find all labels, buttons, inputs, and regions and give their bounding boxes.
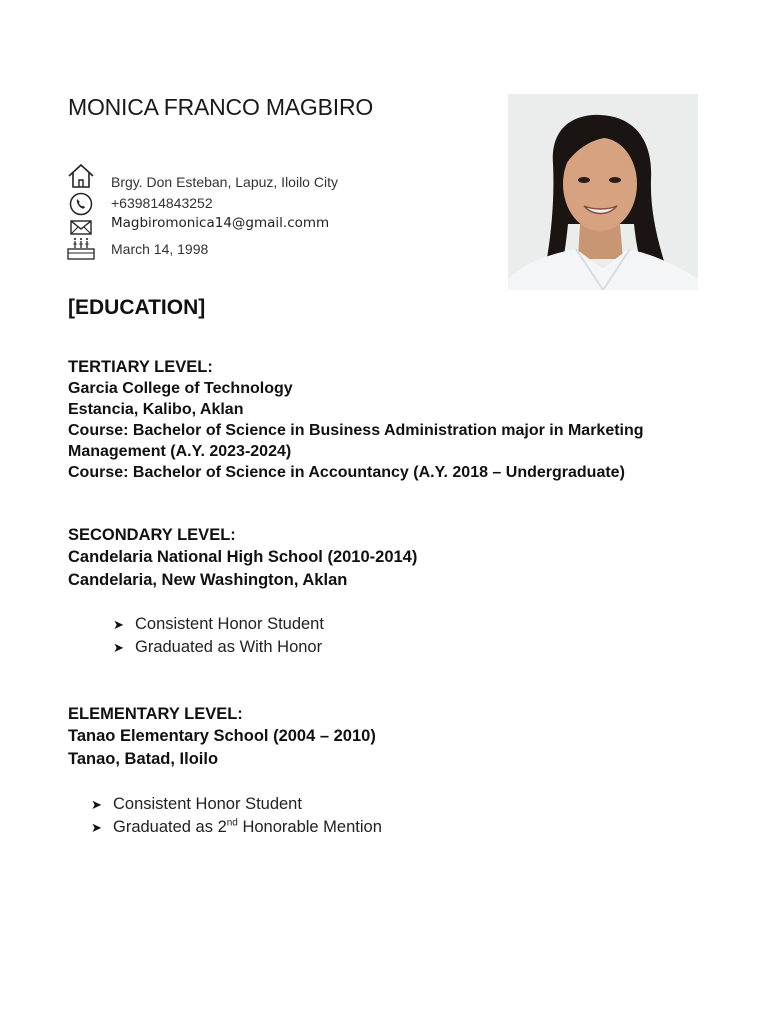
elementary-achievements	[91, 793, 382, 839]
elementary-block	[68, 704, 376, 771]
home-icon	[66, 164, 96, 188]
secondary-block	[68, 525, 417, 592]
phone-text: +639814843252	[111, 195, 213, 211]
education-section-title: [EDUCATION]	[68, 296, 206, 319]
arrow-bullet-icon: ➤	[113, 640, 124, 655]
elementary-level-heading: ELEMENTARY LEVEL:	[68, 705, 243, 723]
profile-photo	[508, 94, 698, 290]
email-text: Magbiromonica14@gmail.comm	[111, 215, 330, 231]
phone-icon	[66, 192, 96, 216]
secondary-address: Candelaria, New Washington, Aklan	[68, 571, 348, 589]
address-text: Brgy. Don Esteban, Lapuz, Iloilo City	[111, 174, 338, 190]
applicant-name: MONICA FRANCO MAGBIRO	[68, 94, 374, 120]
list-item	[91, 816, 382, 839]
birthday-cake-icon	[66, 236, 96, 260]
secondary-school: Candelaria National High School (2010-2014)	[68, 548, 418, 566]
tertiary-address: Estancia, Kalibo, Aklan	[68, 401, 244, 418]
elementary-address: Tanao, Batad, Iloilo	[68, 750, 219, 768]
tertiary-course-1: Course: Bachelor of Science in Business Administration major in Marketing Management (A.Y. 2023-2024)	[68, 422, 644, 460]
arrow-bullet-icon: ➤	[91, 820, 102, 835]
tertiary-block	[68, 357, 668, 483]
secondary-level-heading: SECONDARY LEVEL:	[68, 526, 236, 544]
tertiary-course-2: Course: Bachelor of Science in Accountancy (A.Y. 2018 – Undergraduate)	[68, 464, 625, 481]
secondary-achievements	[113, 613, 324, 659]
list-item	[113, 613, 324, 636]
elementary-school: Tanao Elementary School (2004 – 2010)	[68, 727, 376, 745]
achievement-text: Graduated as 2nd Honorable Mention	[113, 817, 382, 836]
birthday-text: March 14, 1998	[111, 241, 209, 257]
achievement-text: Consistent Honor Student	[113, 795, 302, 813]
arrow-bullet-icon: ➤	[91, 797, 102, 812]
list-item	[91, 793, 382, 816]
tertiary-level-heading: TERTIARY LEVEL:	[68, 358, 213, 376]
arrow-bullet-icon: ➤	[113, 617, 124, 632]
tertiary-school: Garcia College of Technology	[68, 380, 293, 397]
contact-address	[66, 164, 338, 190]
contact-birthday	[66, 236, 209, 260]
achievement-text: Consistent Honor Student	[135, 615, 324, 633]
achievement-text: Graduated as With Honor	[135, 638, 323, 656]
contact-phone	[66, 192, 213, 216]
list-item	[113, 636, 324, 659]
